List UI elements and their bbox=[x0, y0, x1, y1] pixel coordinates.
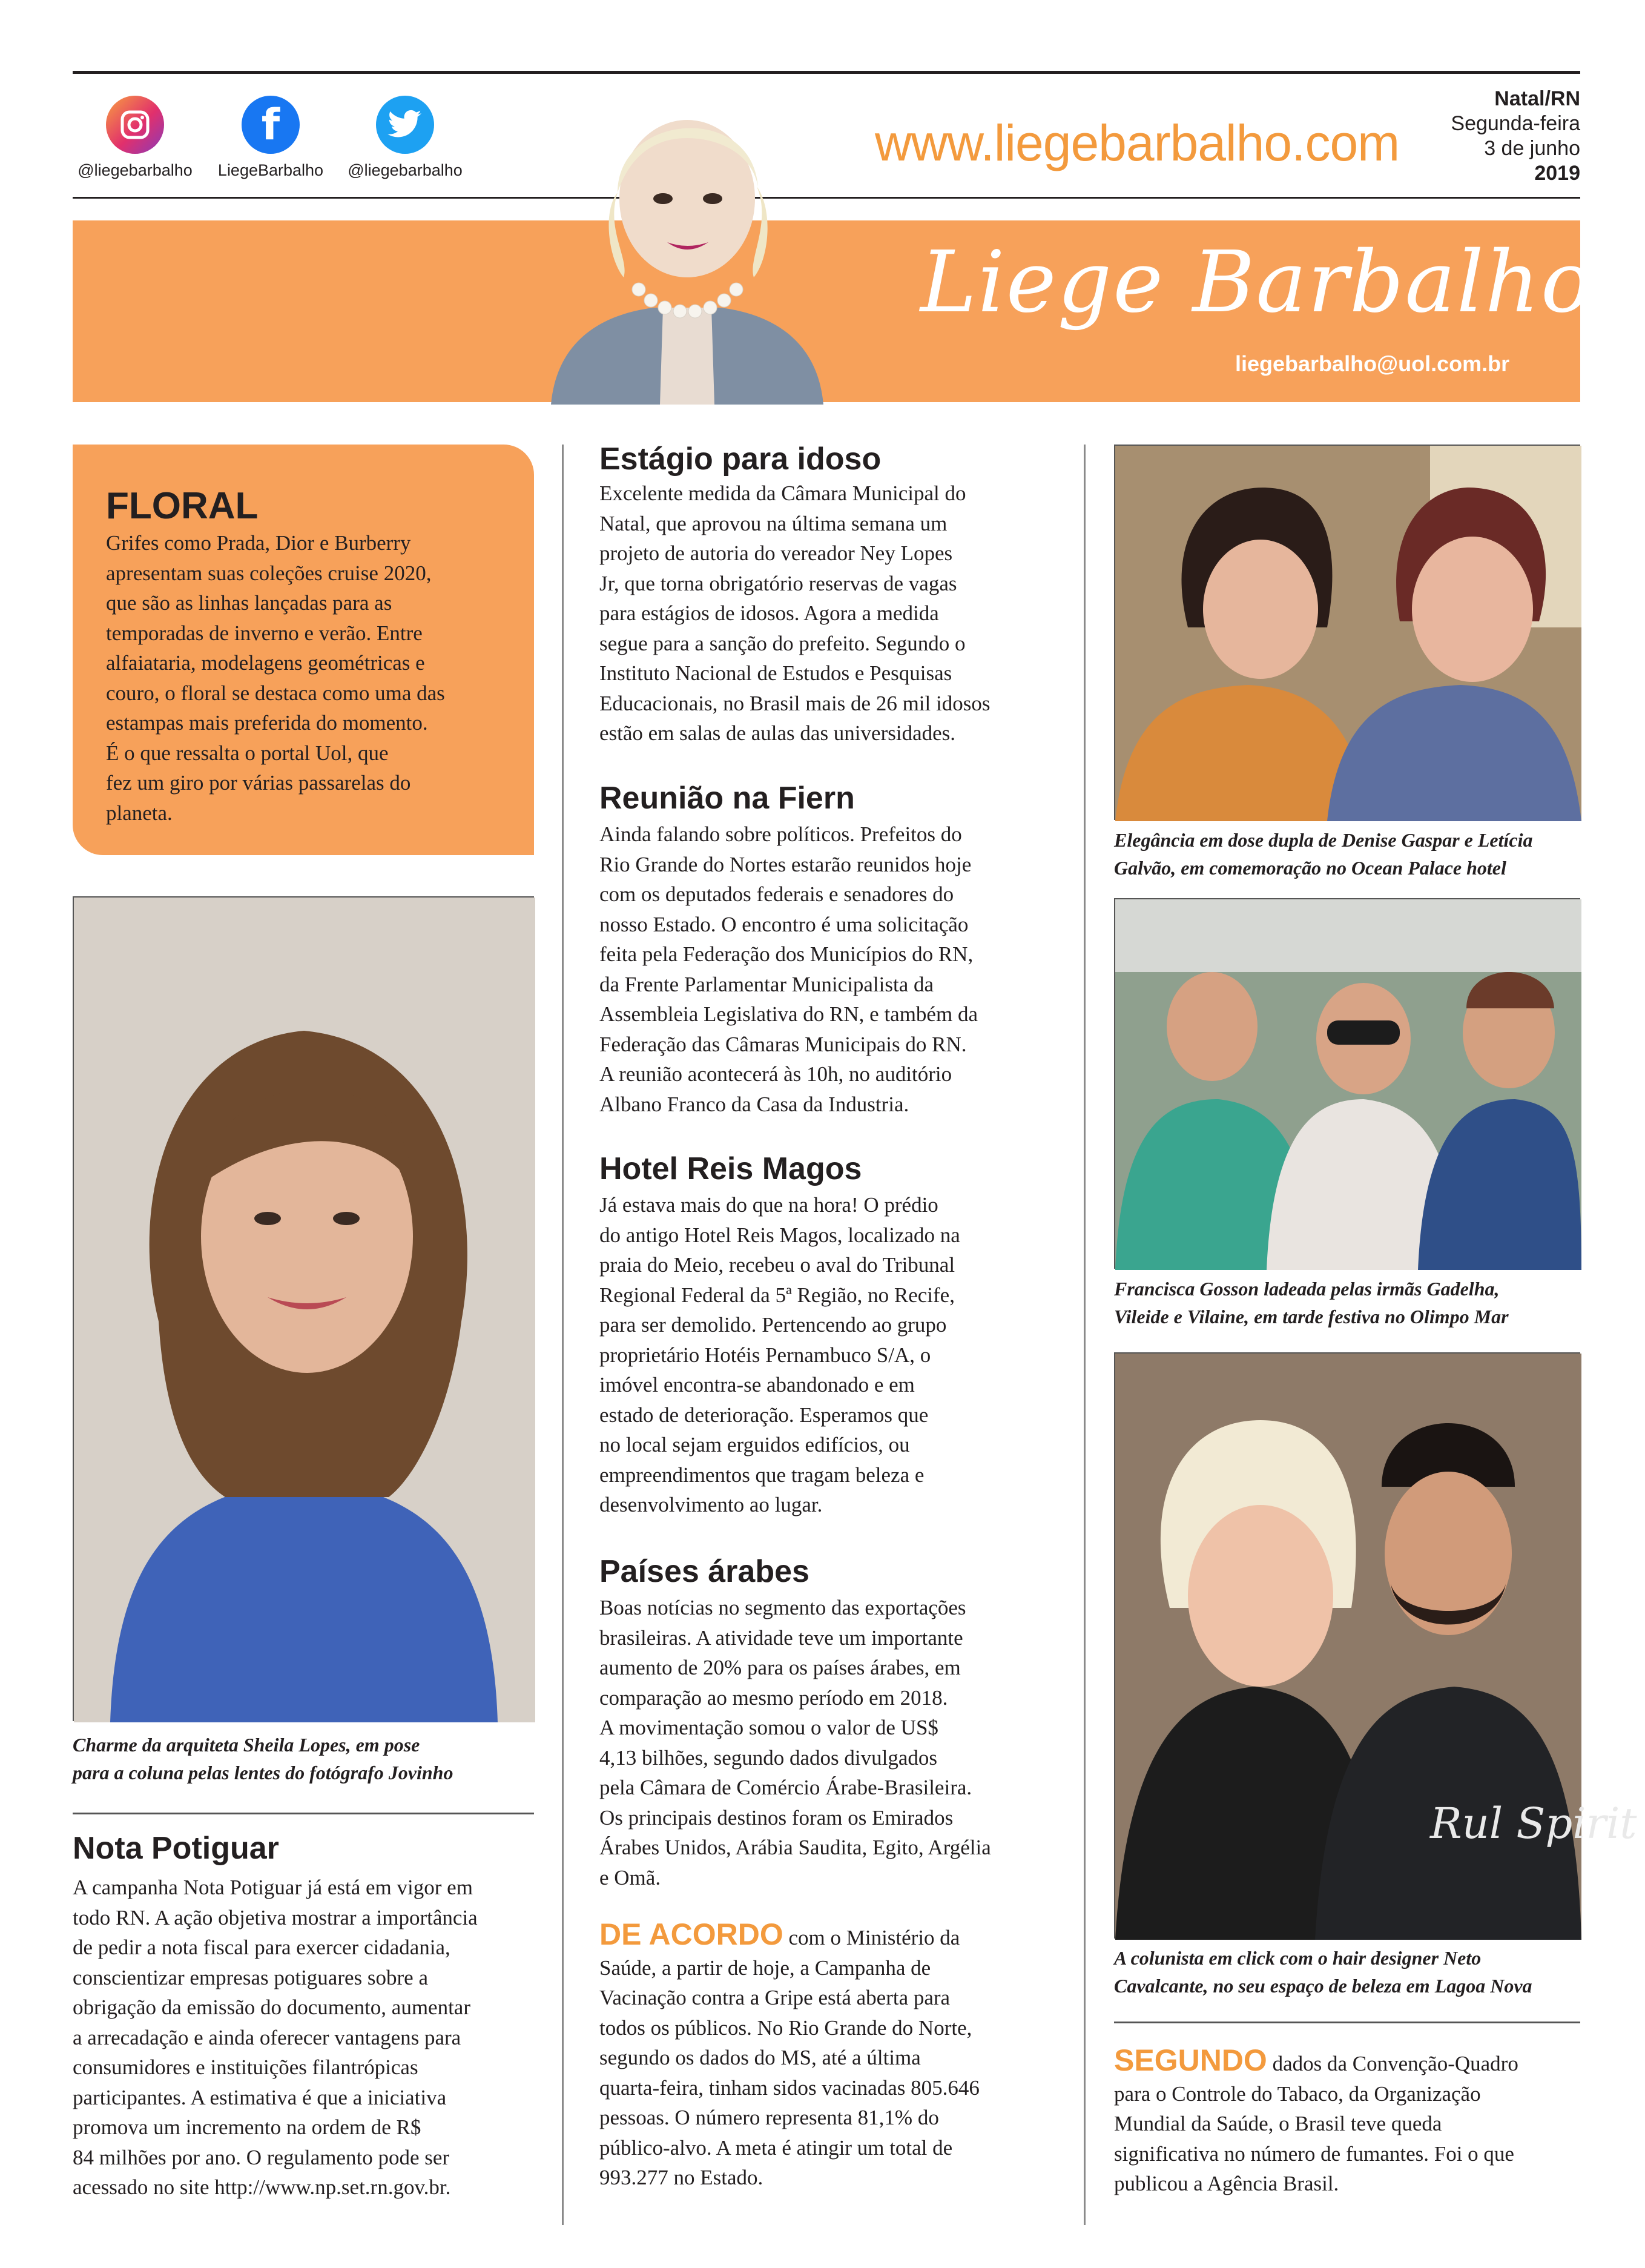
caption-francisca-gosson: Francisca Gosson ladeada pelas irmãs Gadelha, Vileide e Vilaine, em tarde festiva no Olimpo Mar bbox=[1114, 1278, 1509, 1327]
social-twitter[interactable] bbox=[376, 96, 434, 154]
segundo-lead: SEGUNDO bbox=[1114, 2043, 1267, 2077]
dateline-year: 2019 bbox=[1534, 162, 1580, 185]
social-label-facebook[interactable]: LiegeBarbalho bbox=[217, 161, 324, 179]
hotel-text: Já estava mais do que na hora! O prédio do antigo Hotel Reis Magos, localizado na praia do Meio, recebeu o aval do Tribunal Regional Federal da 5ª Região, no Recife, para ser demolido. Pertencendo ao grupo proprietário Hotéis Pernambuco S/A, o imóvel encontra-se abandonado e em estado de deterioração. Esperamos que no local sejam erguidos edifícios, ou empreendimentos que tragam beleza e desenvolvimento ao lugar. bbox=[599, 1193, 960, 1516]
instagram-icon bbox=[106, 96, 164, 154]
divider-nota bbox=[73, 1813, 534, 1814]
photo-neto-cavalcante bbox=[1114, 1352, 1637, 1939]
dateline-weekday: Segunda-feira bbox=[1451, 112, 1580, 135]
social-instagram[interactable] bbox=[106, 96, 164, 154]
paises-text: Boas notícias no segmento das exportações brasileiras. A atividade teve um importante aumento de 20% para os países árabes, em comparação ao mesmo período em 2018. A movimentação somou o valor de US$ 4,13 bilhões, segundo dados divulgados pela Câmara de Comércio Árabe-Brasileira. Os principais destinos foram os Emirados Árabes Unidos, Arábia Saudita, Egito, Argélia e Omã. bbox=[599, 1596, 991, 1889]
nota-title: Nota Potiguar bbox=[73, 1831, 279, 1866]
social-label-twitter[interactable]: @liegebarbalho bbox=[348, 161, 463, 179]
dateline-date: 3 de junho bbox=[1484, 137, 1580, 160]
dateline-city: Natal/RN bbox=[1494, 87, 1580, 110]
website-link[interactable]: www.liegebarbalho.com bbox=[875, 114, 1400, 171]
columnist-email[interactable]: liegebarbalho@uol.com.br bbox=[1235, 351, 1510, 376]
hotel-title: Hotel Reis Magos bbox=[599, 1151, 862, 1186]
estagio-title: Estágio para idoso bbox=[599, 441, 882, 477]
caption-sheila-lopes: Charme da arquiteta Sheila Lopes, em pose para a coluna pelas lentes do fotógrafo Jovinho bbox=[73, 1734, 453, 1784]
floral-text: Grifes como Prada, Dior e Burberry apresentam suas coleções cruise 2020, que são as linhas lançadas para as temporadas de inverno e verão. Entre alfaiataria, modelagens geométricas e couro, o floral se destaca como uma das estampas mais preferida do momento. É o que ressalta o portal Uol, que fez um giro por várias passarelas do planeta. bbox=[106, 531, 445, 825]
top-rule bbox=[73, 71, 1580, 74]
photo-sheila-lopes bbox=[73, 896, 534, 1721]
dateline bbox=[1399, 87, 1580, 186]
twitter-icon bbox=[376, 96, 434, 154]
acordo-lead: DE ACORDO bbox=[599, 1917, 783, 1951]
caption-denise-leticia: Elegância em dose dupla de Denise Gaspar e Letícia Galvão, em comemoração no Ocean Palace hotel bbox=[1114, 829, 1533, 879]
reuniao-title: Reunião na Fiern bbox=[599, 781, 855, 816]
estagio-text: Excelente medida da Câmara Municipal do Natal, que aprovou na última semana um projeto de autoria do vereador Ney Lopes Jr, que torna obrigatório reservas de vagas para estágios de idosos. Agora a medida segue para a sanção do prefeito. Segundo o Instituto Nacional de Estudos e Pesquisas Educacionais, no Brasil mais de 26 mil idosos estão em salas de aulas das universidades. bbox=[599, 481, 991, 745]
column-divider-left bbox=[562, 445, 564, 2225]
nota-text: A campanha Nota Potiguar já está em vigor em todo RN. A ação objetiva mostrar a importância de pedir a nota fiscal para exercer cidadania, conscientizar empresas potiguares sobre a obrigação da emissão do documento, aumentar a arrecadação e ainda oferecer vantagens para consumidores e instituições filantrópicas participantes. A estimativa é que a iniciativa promova um incremento na ordem de R$ 84 milhões por ano. O regulamento pode ser acessado no site http://www.np.set.rn.gov.br. bbox=[73, 1876, 478, 2199]
caption-neto-cavalcante: A colunista em click com o hair designer Neto Cavalcante, no seu espaço de beleza em Lagoa Nova bbox=[1114, 1947, 1532, 1997]
facebook-icon: f bbox=[242, 96, 300, 154]
photo-francisca-gosson bbox=[1114, 898, 1580, 1269]
floral-title: FLORAL bbox=[106, 485, 259, 527]
columnist-portrait bbox=[533, 78, 842, 405]
column-title: Liege Barbalho bbox=[920, 233, 1594, 332]
divider-segundo bbox=[1114, 2022, 1580, 2023]
social-facebook[interactable] bbox=[242, 96, 300, 154]
shirt-print-text: Rul Spirit bbox=[1430, 1799, 1637, 1848]
social-label-instagram[interactable]: @liegebarbalho bbox=[77, 161, 193, 179]
reuniao-text: Ainda falando sobre políticos. Prefeitos do Rio Grande do Nortes estarão reunidos hoje com os deputados federais e senadores do nosso Estado. O encontro é uma solicitação feita pela Federação dos Municípios do RN, da Frente Parlamentar Municipalista da Assembleia Legislativa do RN, e também da Federação das Câmaras Municipais do RN. A reunião acontecerá às 10h, no auditório Albano Franco da Casa da Industria. bbox=[599, 822, 978, 1116]
acordo-text: DE ACORDO com o Ministério da Saúde, a partir de hoje, a Campanha de Vacinação contra a Gripe está aberta para todos os públicos. No Rio Grande do Norte, segundo os dados do MS, até a última quarta-feira, tinham sidos vacinadas 805.646 pessoas. O número representa 81,1% do público-alvo. A meta é atingir um total de 993.277 no Estado. bbox=[599, 1917, 980, 2189]
photo-denise-leticia bbox=[1114, 445, 1580, 820]
segundo-text: SEGUNDO dados da Convenção-Quadro para o Controle do Tabaco, da Organização Mundial da Saúde, o Brasil teve queda significativa no número de fumantes. Foi o que publicou a Agência Brasil. bbox=[1114, 2043, 1518, 2195]
paises-title: Países árabes bbox=[599, 1554, 809, 1589]
column-divider-right bbox=[1084, 445, 1086, 2225]
